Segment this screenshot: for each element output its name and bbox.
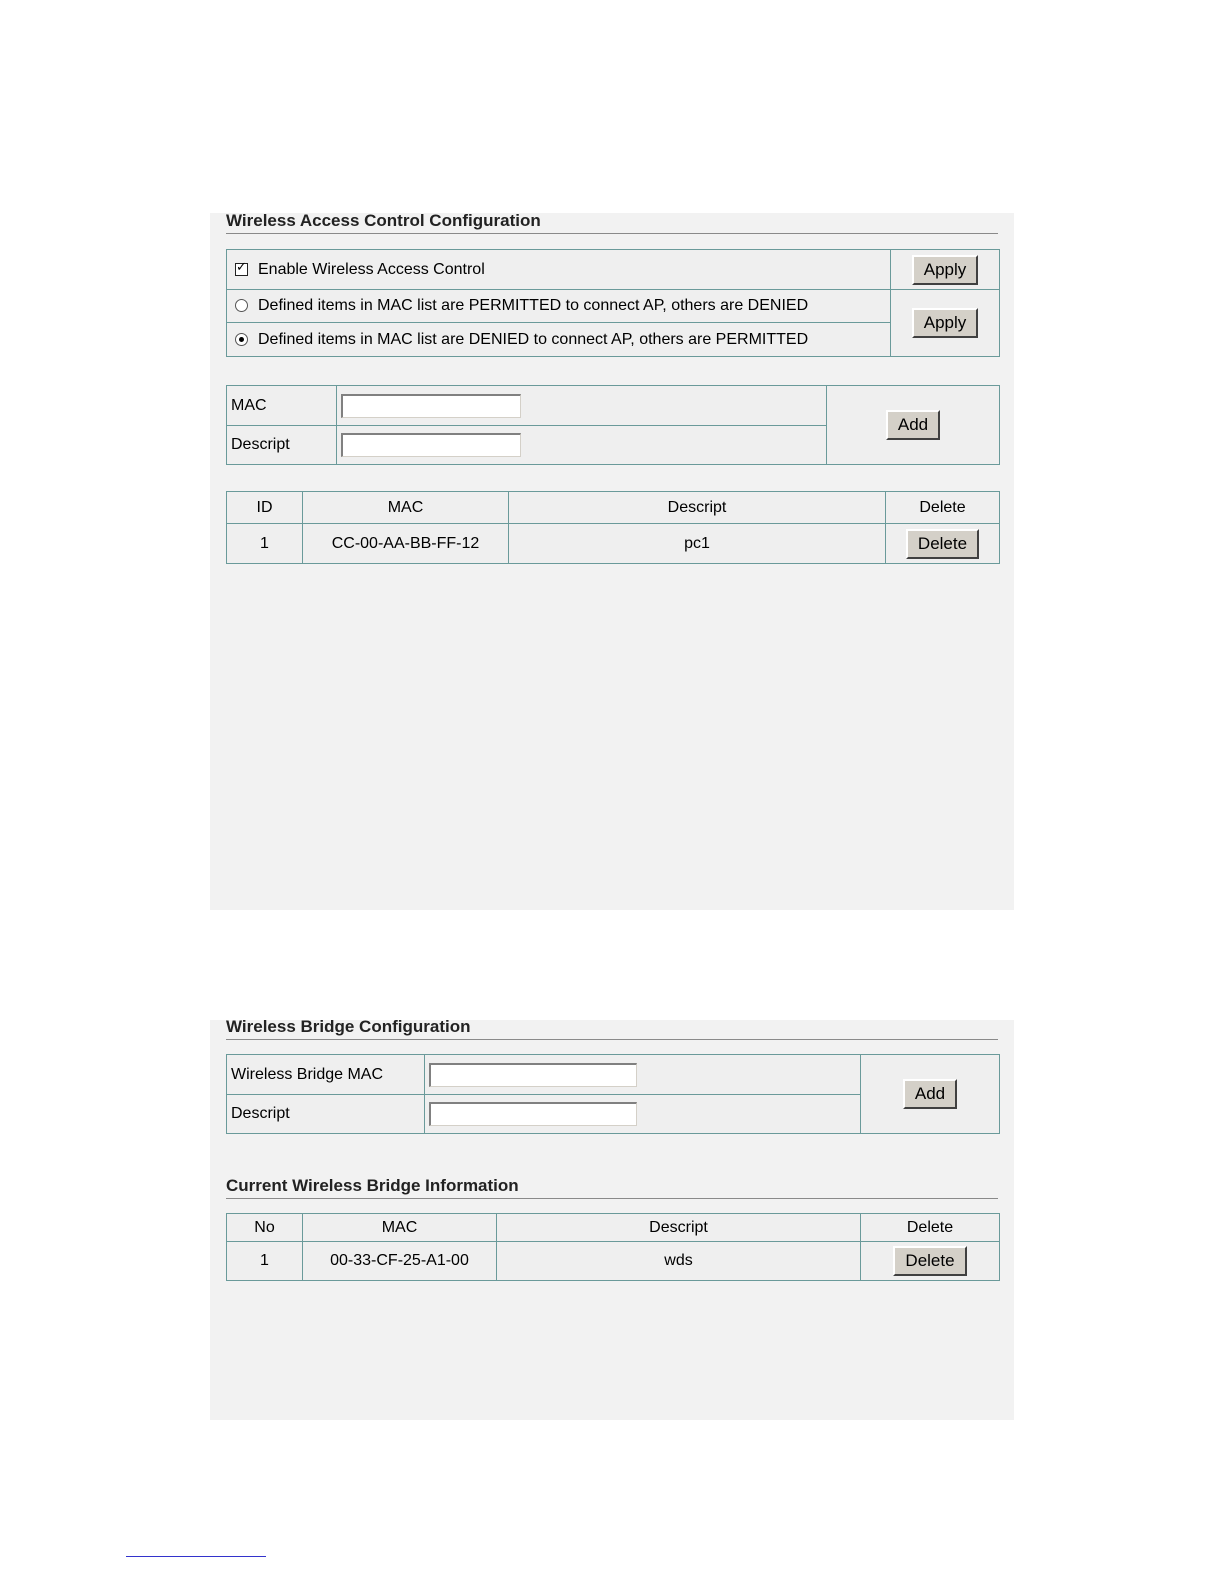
access-control-title: Wireless Access Control Configuration [226, 211, 998, 234]
bridge-add-cell [861, 1055, 1000, 1134]
table-row [227, 1242, 1000, 1281]
enable-access-control-label: Enable Wireless Access Control [258, 260, 485, 278]
descript-input-cell [337, 426, 827, 465]
enable-access-control-checkbox[interactable] [235, 258, 248, 276]
header-delete: Delete [886, 492, 1000, 524]
bridge-mac-label: Wireless Bridge MAC [227, 1055, 425, 1095]
row-delete-cell [861, 1242, 1000, 1281]
mac-label: MAC [227, 386, 337, 426]
header-descript: Descript [497, 1214, 861, 1242]
mac-entry-table [226, 385, 1000, 465]
mac-list-table [226, 491, 1000, 564]
bridge-descript-input-cell [425, 1095, 861, 1134]
deny-option-label: Defined items in MAC list are DENIED to connect AP, others are PERMITTED [258, 330, 809, 348]
mac-input-cell [337, 386, 827, 426]
row-descript: pc1 [509, 524, 886, 564]
add-mac-button[interactable]: Add [886, 410, 940, 440]
delete-button[interactable]: Delete [906, 529, 979, 559]
row-id: 1 [227, 524, 303, 564]
current-bridge-title: Current Wireless Bridge Information [226, 1176, 998, 1199]
header-mac: MAC [303, 1214, 497, 1242]
bridge-mac-input[interactable] [429, 1063, 637, 1087]
header-descript: Descript [509, 492, 886, 524]
footnote-separator [126, 1556, 266, 1557]
header-delete: Delete [861, 1214, 1000, 1242]
bridge-descript-label: Descript [227, 1095, 425, 1134]
permit-option-row [227, 290, 891, 323]
permit-option-label: Defined items in MAC list are PERMITTED to connect AP, others are DENIED [258, 297, 809, 314]
row-descript: wds [497, 1242, 861, 1281]
enable-apply-cell [891, 250, 1000, 290]
table-row [227, 524, 1000, 564]
delete-bridge-button[interactable]: Delete [893, 1246, 966, 1276]
deny-option-radio[interactable] [235, 333, 248, 346]
descript-input[interactable] [341, 433, 521, 457]
access-control-settings-table [226, 249, 1000, 357]
row-no: 1 [227, 1242, 303, 1281]
row-mac: 00-33-CF-25-A1-00 [303, 1242, 497, 1281]
row-mac: CC-00-AA-BB-FF-12 [303, 524, 509, 564]
row-delete-cell [886, 524, 1000, 564]
policy-apply-cell [891, 290, 1000, 357]
header-id: ID [227, 492, 303, 524]
permit-option-radio[interactable] [235, 299, 248, 312]
apply-policy-button[interactable]: Apply [912, 308, 979, 338]
bridge-title: Wireless Bridge Configuration [226, 1017, 998, 1040]
bridge-descript-input[interactable] [429, 1102, 637, 1126]
checkmark-icon: ✓ [236, 258, 247, 274]
apply-enable-button[interactable]: Apply [912, 255, 979, 285]
bridge-list-table [226, 1213, 1000, 1281]
bridge-entry-table [226, 1054, 1000, 1134]
mac-list-header-row [227, 492, 1000, 524]
header-no: No [227, 1214, 303, 1242]
add-cell [827, 386, 1000, 465]
enable-row [227, 250, 891, 290]
bridge-list-header-row [227, 1214, 1000, 1242]
add-bridge-button[interactable]: Add [903, 1079, 957, 1109]
descript-label: Descript [227, 426, 337, 465]
mac-input[interactable] [341, 394, 521, 418]
deny-option-row [227, 323, 891, 357]
bridge-mac-input-cell [425, 1055, 861, 1095]
header-mac: MAC [303, 492, 509, 524]
